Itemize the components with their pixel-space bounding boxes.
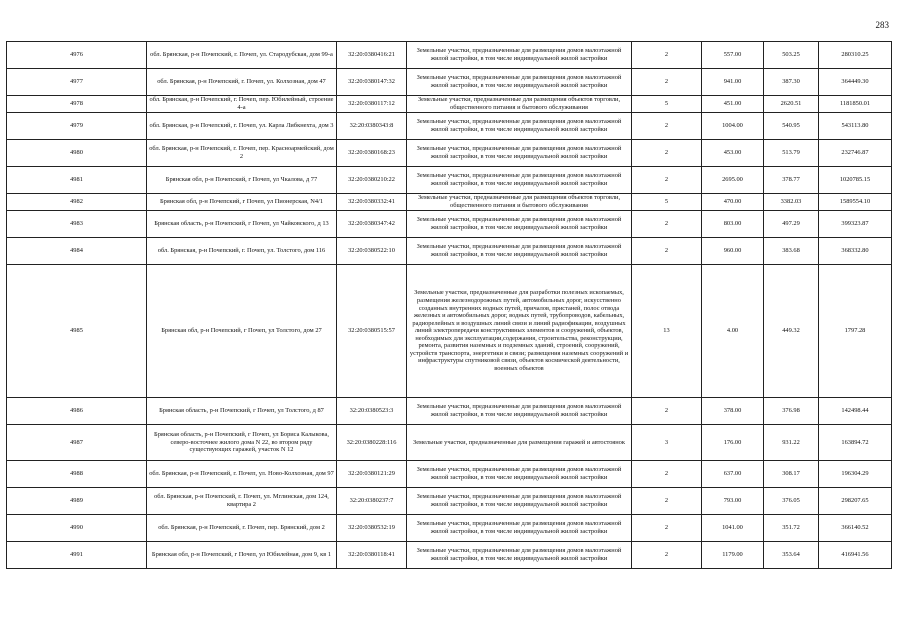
area-cell: 378.00 [702,398,764,425]
cadastral-value-cell: 364449.30 [819,69,892,96]
area-cell: 1041.00 [702,515,764,542]
table-row [7,113,892,140]
cadastral-value-cell: 280310.25 [819,42,892,69]
cadastral-value-cell: 1181850.01 [819,96,892,113]
use-group-cell: 2 [632,211,702,238]
cadastral-number-cell: 32:20:0380416:21 [337,42,407,69]
table-row [7,167,892,194]
table-row [7,398,892,425]
cadastral-number-cell: 32:20:0380515:57 [337,265,407,398]
record-number: 4977 [7,69,147,96]
cadastral-value-cell: 232746.87 [819,140,892,167]
table-row [7,425,892,461]
record-number: 4982 [7,194,147,211]
land-use-purpose-cell: Земельные участки, предназначенные для разработки полезных ископаемых, размещения железнодорожных путей, автомобильных дорог, искусственно созданных внутренних водных путей, причалов, пристаней, полос отвода железных и автомобильных дорог, водных путей, трубопроводов, кабельных, радиорелейных и воздушных линий связи и линий радиофикации, воздушных линий электропередачи конструктивных элементов и сооружений, объектов, необходимых для эксплуатации,содержания, строительства, реконструкции, ремонта, развития наземных и подземных зданий, строений, сооружений, устройств транспорта, энергетики и связи; размещения наземных сооружений и инфраструктуры спутниковой связи, объектов космической деятельности, военных объектов [407,265,632,398]
land-use-purpose-cell: Земельные участки, предназначенные для размещения домов малоэтажной жилой застройки, в том числе индивидуальной жилой застройки [407,461,632,488]
area-cell: 1004.00 [702,113,764,140]
area-cell: 4.00 [702,265,764,398]
cadastral-value-cell: 416941.56 [819,542,892,569]
address-cell: обл. Брянская, р-н Почепский, г. Почеп, ул. Стародубская, дом 99-а [147,42,337,69]
use-group-cell: 2 [632,140,702,167]
record-number: 4991 [7,542,147,569]
use-group-cell: 3 [632,425,702,461]
specific-value-cell: 383.68 [764,238,819,265]
cadastral-number-cell: 32:20:0380210:22 [337,167,407,194]
table-row [7,211,892,238]
area-cell: 451.00 [702,96,764,113]
specific-value-cell: 378.77 [764,167,819,194]
record-number: 4978 [7,96,147,113]
cadastral-value-cell: 366140.52 [819,515,892,542]
specific-value-cell: 351.72 [764,515,819,542]
address-cell: обл. Брянская, р-н Почепский, г. Почеп, ул. Мглинская, дом 124, квартира 2 [147,488,337,515]
use-group-cell: 2 [632,42,702,69]
cadastral-value-cell: 1020785.15 [819,167,892,194]
record-number: 4983 [7,211,147,238]
cadastral-value-cell: 142498.44 [819,398,892,425]
table-row [7,488,892,515]
cadastral-number-cell: 32:20:0380522:10 [337,238,407,265]
address-cell: Брянская обл, р-н Почепский, г Почеп, ул Чкалова, д 77 [147,167,337,194]
area-cell: 1179.00 [702,542,764,569]
area-cell: 960.00 [702,238,764,265]
address-cell: обл. Брянская, р-н Почепский, г. Почеп, пер. Брянский, дом 2 [147,515,337,542]
cadastral-number-cell: 32:20:0380332:41 [337,194,407,211]
land-use-purpose-cell: Земельные участки, предназначенные для размещения объектов торговли, общественного питания и бытового обслуживания [407,194,632,211]
address-cell: обл. Брянская, р-н Почепский, г. Почеп, пер. Юбилейный, строение 4-а [147,96,337,113]
land-use-purpose-cell: Земельные участки, предназначенные для размещения домов малоэтажной жилой застройки, в том числе индивидуальной жилой застройки [407,238,632,265]
cadastral-number-cell: 32:20:0380532:19 [337,515,407,542]
page-number: 283 [875,20,889,30]
cadastral-number-cell: 32:20:0380118:41 [337,542,407,569]
land-use-purpose-cell: Земельные участки, предназначенные для размещения гаражей и автостоянок [407,425,632,461]
cadastral-value-cell: 399323.87 [819,211,892,238]
table-row [7,96,892,113]
land-use-purpose-cell: Земельные участки, предназначенные для размещения домов малоэтажной жилой застройки, в том числе индивидуальной жилой застройки [407,398,632,425]
use-group-cell: 2 [632,113,702,140]
specific-value-cell: 540.95 [764,113,819,140]
address-cell: Брянская обл, р-н Почепский, г Почеп, ул Юбилейная, дом 9, кв 1 [147,542,337,569]
address-cell: обл. Брянская, р-н Почепский, г. Почеп, ул. Толстого, дом 116 [147,238,337,265]
specific-value-cell: 497.29 [764,211,819,238]
land-use-purpose-cell: Земельные участки, предназначенные для размещения домов малоэтажной жилой застройки, в том числе индивидуальной жилой застройки [407,113,632,140]
land-use-purpose-cell: Земельные участки, предназначенные для размещения домов малоэтажной жилой застройки, в том числе индивидуальной жилой застройки [407,42,632,69]
record-number: 4988 [7,461,147,488]
use-group-cell: 5 [632,96,702,113]
land-use-purpose-cell: Земельные участки, предназначенные для размещения объектов торговли, общественного питания и бытового обслуживания [407,96,632,113]
table-row [7,461,892,488]
use-group-cell: 2 [632,542,702,569]
table-row [7,69,892,96]
record-number: 4981 [7,167,147,194]
area-cell: 557.00 [702,42,764,69]
cadastral-value-cell: 1589554.10 [819,194,892,211]
address-cell: обл. Брянская, р-н Почепский, г. Почеп, ул. Карла Либкнехта, дом 3 [147,113,337,140]
specific-value-cell: 503.25 [764,42,819,69]
area-cell: 941.00 [702,69,764,96]
use-group-cell: 2 [632,515,702,542]
use-group-cell: 2 [632,461,702,488]
table-row [7,238,892,265]
specific-value-cell: 449.32 [764,265,819,398]
use-group-cell: 2 [632,238,702,265]
table-row [7,140,892,167]
use-group-cell: 13 [632,265,702,398]
address-cell: обл. Брянская, р-н Почепский, г. Почеп, пер. Красноармейский, дом 2 [147,140,337,167]
area-cell: 470.00 [702,194,764,211]
table-row [7,194,892,211]
use-group-cell: 2 [632,69,702,96]
area-cell: 2695.00 [702,167,764,194]
address-cell: Брянская обл, р-н Почепский, г Почеп, ул Толстого, дом 27 [147,265,337,398]
address-cell: Брянская область, р-н Почепский, г Почеп, ул Бориса Калыкова, северо-восточнее жилого дома N 22, во втором ряду существующих гаражей, участок N 12 [147,425,337,461]
cadastral-number-cell: 32:20:0380228:116 [337,425,407,461]
cadastral-number-cell: 32:20:0380168:23 [337,140,407,167]
use-group-cell: 2 [632,398,702,425]
cadastral-number-cell: 32:20:0380147:32 [337,69,407,96]
record-number: 4976 [7,42,147,69]
table-row [7,42,892,69]
table-row [7,515,892,542]
cadastral-number-cell: 32:20:0380121:29 [337,461,407,488]
table-row [7,542,892,569]
record-number: 4987 [7,425,147,461]
address-cell: Брянская область, р-н Почепский, г Почеп, ул Толстого, д 87 [147,398,337,425]
specific-value-cell: 376.05 [764,488,819,515]
record-number: 4979 [7,113,147,140]
specific-value-cell: 387.30 [764,69,819,96]
use-group-cell: 2 [632,488,702,515]
land-use-purpose-cell: Земельные участки, предназначенные для размещения домов малоэтажной жилой застройки, в том числе индивидуальной жилой застройки [407,140,632,167]
cadastral-number-cell: 32:20:0380117:12 [337,96,407,113]
land-use-purpose-cell: Земельные участки, предназначенные для размещения домов малоэтажной жилой застройки, в том числе индивидуальной жилой застройки [407,542,632,569]
address-cell: Брянская область, р-н Почепский, г Почеп, ул Чайковского, д 13 [147,211,337,238]
cadastral-value-cell: 196304.29 [819,461,892,488]
cadastral-value-cell: 1797.28 [819,265,892,398]
use-group-cell: 2 [632,167,702,194]
area-cell: 176.00 [702,425,764,461]
record-number: 4989 [7,488,147,515]
specific-value-cell: 3382.03 [764,194,819,211]
area-cell: 637.00 [702,461,764,488]
specific-value-cell: 2620.51 [764,96,819,113]
address-cell: обл. Брянская, р-н Почепский, г. Почеп, ул. Колхозная, дом 47 [147,69,337,96]
area-cell: 453.00 [702,140,764,167]
use-group-cell: 5 [632,194,702,211]
cadastral-number-cell: 32:20:0380347:42 [337,211,407,238]
table-body [7,42,892,569]
land-use-purpose-cell: Земельные участки, предназначенные для размещения домов малоэтажной жилой застройки, в том числе индивидуальной жилой застройки [407,167,632,194]
land-registry-table [6,41,892,569]
specific-value-cell: 513.79 [764,140,819,167]
table-row [7,265,892,398]
land-use-purpose-cell: Земельные участки, предназначенные для размещения домов малоэтажной жилой застройки, в том числе индивидуальной жилой застройки [407,515,632,542]
record-number: 4980 [7,140,147,167]
specific-value-cell: 308.17 [764,461,819,488]
cadastral-number-cell: 32:20:0380523:3 [337,398,407,425]
address-cell: Брянская обл, р-н Почепский, г Почеп, ул Пионерская, N4/1 [147,194,337,211]
address-cell: обл. Брянская, р-н Почепский, г. Почеп, ул. Ново-Колхозная, дом 97 [147,461,337,488]
cadastral-value-cell: 163894.72 [819,425,892,461]
record-number: 4985 [7,265,147,398]
specific-value-cell: 931.22 [764,425,819,461]
specific-value-cell: 376.98 [764,398,819,425]
cadastral-number-cell: 32:20:0380343:8 [337,113,407,140]
record-number: 4984 [7,238,147,265]
land-use-purpose-cell: Земельные участки, предназначенные для размещения домов малоэтажной жилой застройки, в том числе индивидуальной жилой застройки [407,69,632,96]
cadastral-value-cell: 368332.80 [819,238,892,265]
cadastral-value-cell: 543113.80 [819,113,892,140]
specific-value-cell: 353.64 [764,542,819,569]
land-use-purpose-cell: Земельные участки, предназначенные для размещения домов малоэтажной жилой застройки, в том числе индивидуальной жилой застройки [407,211,632,238]
cadastral-number-cell: 32:20:0380237:7 [337,488,407,515]
cadastral-value-cell: 298207.65 [819,488,892,515]
record-number: 4990 [7,515,147,542]
record-number: 4986 [7,398,147,425]
area-cell: 793.00 [702,488,764,515]
land-use-purpose-cell: Земельные участки, предназначенные для размещения домов малоэтажной жилой застройки, в том числе индивидуальной жилой застройки [407,488,632,515]
area-cell: 803.00 [702,211,764,238]
